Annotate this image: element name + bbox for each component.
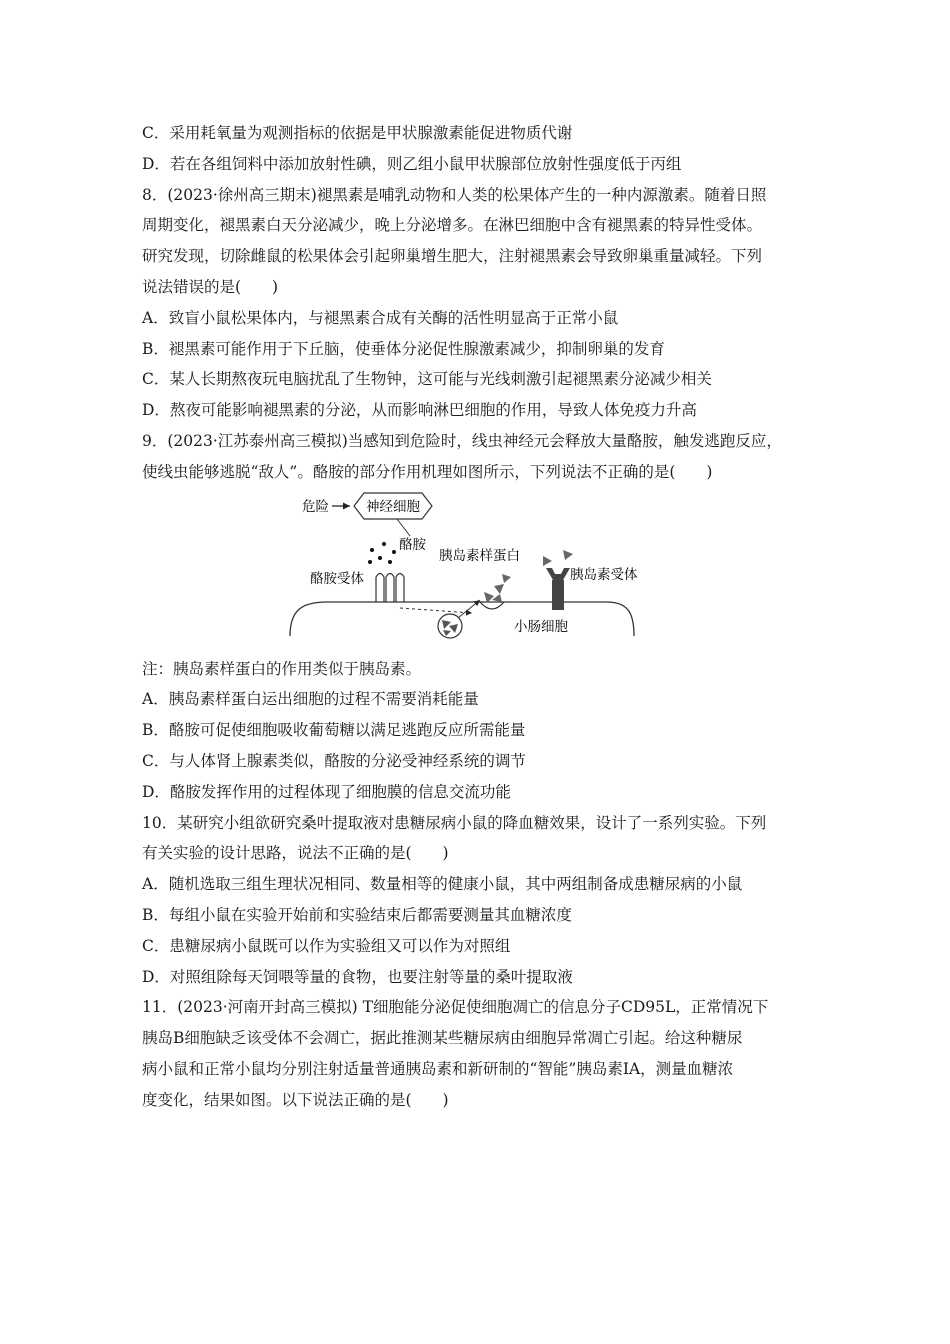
small-intestine-cell-label: 小肠细胞 <box>514 618 568 635</box>
text-line: 病小鼠和正常小鼠均分别注射适量普通胰岛素和新研制的“智能”胰岛素IA，测量血糖浓 <box>142 1059 734 1078</box>
tyramine-mechanism-figure <box>142 488 822 654</box>
insulin-receptor-label: 胰岛素受体 <box>570 566 638 583</box>
question-10-stem: 10．某研究小组欲研究桑叶提取液对患糖尿病小鼠的降血糖效果，设计了一系列实验。下列 <box>142 813 767 832</box>
page-content <box>142 118 822 1116</box>
signal-arrow <box>400 608 472 613</box>
option-b: B．褪黑素可能作用于下丘脑，使垂体分泌促性腺激素减少，抑制卵巢的发育 <box>142 339 665 358</box>
text-block-after-figure <box>142 654 822 1116</box>
option-b: B．每组小鼠在实验开始前和实验结束后都需要测量其血糖浓度 <box>142 905 572 924</box>
question-8-stem: 8．(2023·徐州高三期末)褪黑素是哺乳动物和人类的松果体产生的一种内源激素。随着日照 <box>142 185 767 204</box>
text-line: 有关实验的设计思路，说法不正确的是( ) <box>142 844 449 863</box>
text-line: 使线虫能够逃脱“敌人”。酪胺的部分作用机理如图所示，下列说法不正确的是( ) <box>142 462 713 481</box>
text-block-before-figure <box>142 118 822 488</box>
figure-svg <box>142 488 822 654</box>
exocytosis-arrow <box>458 600 480 618</box>
option-c: C．患糖尿病小鼠既可以作为实验组又可以作为对照组 <box>142 936 511 955</box>
option-a: A．胰岛素样蛋白运出细胞的过程不需要消耗能量 <box>142 690 479 709</box>
option-a: A．致盲小鼠松果体内，与褪黑素合成有关酶的活性明显高于正常小鼠 <box>142 308 619 327</box>
tyramine-molecules <box>368 542 396 564</box>
tyramine-receptor <box>376 573 404 602</box>
free-proteins <box>543 550 573 566</box>
option-c: C．与人体肾上腺素类似，酪胺的分泌受神经系统的调节 <box>142 751 526 770</box>
text-line: 周期变化，褪黑素白天分泌减少，晚上分泌增多。在淋巴细胞中含有褪黑素的特异性受体。 <box>142 216 763 235</box>
danger-label: 危险 <box>302 498 329 515</box>
text-line: C．采用耗氧量为观测指标的依据是甲状腺激素能促进物质代谢 <box>142 124 573 142</box>
insulin-receptor <box>546 568 570 610</box>
text-line: 说法错误的是( ) <box>142 277 279 296</box>
exocytosis-site <box>480 602 504 609</box>
text-line: 胰岛B细胞缺乏该受体不会凋亡，据此推测某些糖尿病由细胞异常凋亡引起。给这种糖尿 <box>142 1029 743 1048</box>
tyramine-label: 酪胺 <box>399 536 426 553</box>
cell-membrane <box>290 602 634 636</box>
figure-note: 注：胰岛素样蛋白的作用类似于胰岛素。 <box>142 659 422 678</box>
text-line: 度变化，结果如图。以下说法正确的是( ) <box>142 1090 449 1109</box>
text-line: 研究发现，切除雌鼠的松果体会引起卵巢增生肥大，注射褪黑素会导致卵巢重量减轻。下列 <box>142 247 763 266</box>
text-line: D．若在各组饲料中添加放射性碘，则乙组小鼠甲状腺部位放射性强度低于丙组 <box>142 154 682 173</box>
tyramine-receptor-label: 酪胺受体 <box>310 570 364 587</box>
option-d: D．对照组除每天饲喂等量的食物，也要注射等量的桑叶提取液 <box>142 967 573 986</box>
option-c: C．某人长期熬夜玩电脑扰乱了生物钟，这可能与光线刺激引起褪黑素分泌减少相关 <box>142 370 712 389</box>
option-d: D．熬夜可能影响褪黑素的分泌，从而影响淋巴细胞的作用，导致人体免疫力升高 <box>142 401 697 420</box>
question-11-stem: 11．(2023·河南开封高三模拟) T细胞能分泌促使细胞凋亡的信息分子CD95L，正常情况下 <box>142 998 769 1017</box>
tyramine-pointer <box>397 519 410 536</box>
option-b: B．酪胺可促使细胞吸收葡萄糖以满足逃跑反应所需能量 <box>142 721 526 740</box>
secreted-insulin-like-protein <box>484 574 511 603</box>
option-a: A．随机选取三组生理状况相同、数量相等的健康小鼠，其中两组制备成患糖尿病的小鼠 <box>142 875 743 894</box>
question-9-stem: 9．(2023·江苏泰州高三模拟)当感知到危险时，线虫神经元会释放大量酪胺，触发逃跑反应， <box>142 431 782 450</box>
insulin-like-protein-label: 胰岛素样蛋白 <box>439 547 520 564</box>
neuron-label: 神经细胞 <box>366 498 420 515</box>
option-d: D．酪胺发挥作用的过程体现了细胞膜的信息交流功能 <box>142 782 511 801</box>
